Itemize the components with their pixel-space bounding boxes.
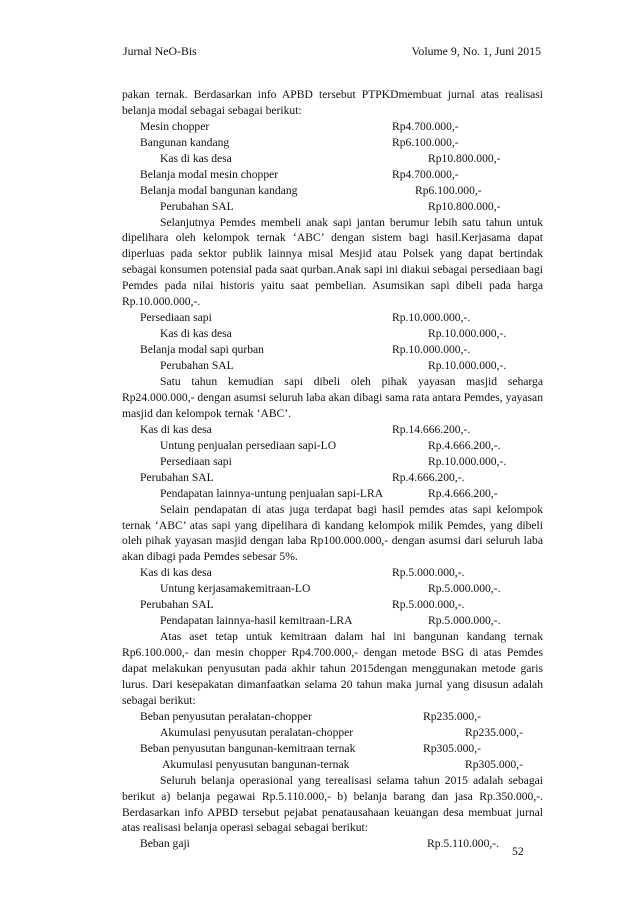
debit-amount: Rp235.000,- — [423, 709, 481, 723]
journal-row — [122, 613, 543, 629]
journal-entry-penjualan-sapi — [122, 422, 543, 502]
journal-row — [122, 470, 543, 486]
paragraph: Satu tahun kemudian sapi dibeli oleh pihak yayasan masjid seharga Rp24.000.000,- dengan asumsi seluruh laba akan dibagi sama rata antara Pemdes, yayasan masjid dan kelompok ternak ‘ABC’. — [122, 375, 543, 420]
account-label: Kas di kas desa — [140, 422, 212, 436]
journal-entry-beban-gaji — [122, 836, 543, 852]
paragraph: Selain pendapatan di atas juga terdapat bagi hasil pemdes atas sapi kelompok ternak ‘ABC’ atas sapi yang dipelihara di kandang kelompok milik Pemdes, yang dibeli oleh pihak yayasan masjid dengan laba Rp100.000.000,- dengan asumsi dari seluruh laba akan dibagi pada Pemdes sebesar 5%. — [122, 502, 543, 564]
account-label: Kas di kas desa — [160, 327, 232, 341]
journal-row — [122, 358, 543, 374]
account-label: Kas di kas desa — [140, 566, 212, 580]
credit-amount: Rp.10.000.000,-. — [428, 454, 507, 468]
debit-amount: Rp.10.000.000,-. — [392, 311, 471, 325]
account-label: Perubahan SAL — [160, 199, 234, 213]
journal-name: Jurnal NeO-Bis — [123, 44, 197, 58]
journal-row — [122, 151, 543, 167]
debit-amount: Rp.14.666.200,-. — [392, 422, 471, 436]
account-label: Pendapatan lainnya-hasil kemitraan-LRA — [160, 614, 353, 628]
debit-amount: Rp6.100.000,- — [392, 135, 459, 149]
debit-amount: Rp.4.666.200,-. — [392, 470, 465, 484]
journal-row — [122, 757, 543, 773]
debit-amount: Rp.5.110.000,-. — [427, 837, 500, 851]
journal-row — [122, 342, 543, 358]
credit-amount: Rp.4.666.200,-. — [428, 438, 501, 452]
credit-amount: Rp.5.000.000,-. — [428, 614, 501, 628]
debit-amount: Rp6.100.000,- — [415, 183, 482, 197]
account-label: Akumulasi penyusutan peralatan-chopper — [160, 725, 354, 739]
account-label: Perubahan SAL — [140, 598, 214, 612]
journal-row — [122, 422, 543, 438]
credit-amount: Rp235.000,- — [465, 725, 523, 739]
account-label: Beban penyusutan peralatan-chopper — [140, 709, 312, 723]
page-body — [122, 87, 543, 852]
credit-amount: Rp.4.666.200,- — [428, 486, 498, 500]
account-label: Bangunan kandang — [140, 135, 230, 149]
journal-row — [122, 565, 543, 581]
account-label: Untung penjualan persediaan sapi-LO — [160, 438, 337, 452]
account-label: Kas di kas desa — [160, 151, 232, 165]
journal-row — [122, 581, 543, 597]
paragraph: Selanjutnya Pemdes membeli anak sapi jantan berumur lebih satu tahun untuk dipelihara oleh kelompok ternak ‘ABC’ dengan sistem bagi hasil.Kerjasama dapat diperluas pada sektor publik lainnya misal Mesjid atau Polsek yang dapat bertindak sebagai konsumen potensial pada saat qurban.Anak sapi ini diakui sebagai persediaan bagi Pemdes pada nilai historis yaitu saat pembelian. Asumsikan sapi dibeli pada harga Rp.10.000.000,-. — [122, 215, 543, 309]
journal-row — [122, 167, 543, 183]
debit-amount: Rp305.000,- — [423, 741, 481, 755]
journal-row — [122, 135, 543, 151]
account-label: Belanja modal mesin chopper — [140, 167, 279, 181]
journal-entry-penyusutan — [122, 709, 543, 773]
journal-entry-bagi-hasil — [122, 565, 543, 629]
account-label: Untung kerjasamakemitraan-LO — [160, 582, 311, 596]
debit-amount: Rp.5.000.000,-. — [392, 598, 465, 612]
account-label: Perubahan SAL — [160, 359, 234, 373]
credit-amount: Rp10.800.000,- — [428, 199, 501, 213]
journal-row — [122, 326, 543, 342]
journal-row — [122, 199, 543, 215]
account-label: Akumulasi penyusutan bangunan-ternak — [162, 757, 350, 771]
journal-entry-persediaan-sapi — [122, 310, 543, 374]
journal-row — [122, 725, 543, 741]
credit-amount: Rp.5.000.000,-. — [428, 582, 501, 596]
journal-row — [122, 183, 543, 199]
journal-row — [122, 454, 543, 470]
credit-amount: Rp.10.000.000,-. — [428, 327, 507, 341]
volume-info: Volume 9, No. 1, Juni 2015 — [411, 44, 541, 58]
page-number: 52 — [512, 844, 524, 858]
credit-amount: Rp10.800.000,- — [428, 151, 501, 165]
journal-row — [122, 597, 543, 613]
journal-entry-belanja-modal — [122, 119, 543, 215]
account-label: Mesin chopper — [140, 119, 210, 133]
account-label: Beban gaji — [140, 837, 190, 851]
account-label: Persediaan sapi — [160, 454, 232, 468]
credit-amount: Rp305.000,- — [465, 757, 523, 771]
account-label: Persediaan sapi — [140, 311, 212, 325]
account-label: Belanja modal bangunan kandang — [140, 183, 298, 197]
paragraph: Seluruh belanja operasional yang terealisasi selama tahun 2015 adalah sebagai berikut a) belanja pegawai Rp.5.110.000,- b) belanja barang dan jasa Rp.350.000,-. Berdasarkan info APBD tersebut pejabat penatausahaan keuangan desa membuat jurnal atas realisasi belanja operasi sebagai sebagai berikut: — [122, 773, 543, 835]
journal-row — [122, 709, 543, 725]
account-label: Perubahan SAL — [140, 470, 214, 484]
debit-amount: Rp4.700.000,- — [392, 119, 459, 133]
account-label: Belanja modal sapi qurban — [140, 343, 264, 357]
debit-amount: Rp.5.000.000,-. — [392, 566, 465, 580]
paragraph: Atas aset tetap untuk kemitraan dalam hal ini bangunan kandang ternak Rp6.100.000,- dan mesin chopper Rp4.700.000,- dengan metode BSG di atas Pemdes dapat melakukan penyusutan pada akhir tahun 2015dengan menggunakan metode garis lurus. Dari kesepakatan dimanfaatkan selama 20 tahun maka jurnal yang disusun adalah sebagai berikut: — [122, 630, 543, 707]
running-header — [123, 44, 541, 60]
journal-row — [122, 741, 543, 757]
journal-row — [122, 310, 543, 326]
journal-row — [122, 119, 543, 135]
debit-amount: Rp4.700.000,- — [392, 167, 459, 181]
credit-amount: Rp.10.000.000,-. — [428, 359, 507, 373]
journal-row — [122, 438, 543, 454]
paragraph: pakan ternak. Berdasarkan info APBD tersebut PTPKDmembuat jurnal atas realisasi belanja modal sebagai sebagai berikut: — [122, 88, 543, 117]
debit-amount: Rp.10.000.000,-. — [392, 343, 471, 357]
account-label: Pendapatan lainnya-untung penjualan sapi-LRA — [160, 486, 384, 500]
journal-row — [122, 486, 543, 502]
journal-row — [122, 836, 543, 852]
account-label: Beban penyusutan bangunan-kemitraan ternak — [140, 741, 356, 755]
